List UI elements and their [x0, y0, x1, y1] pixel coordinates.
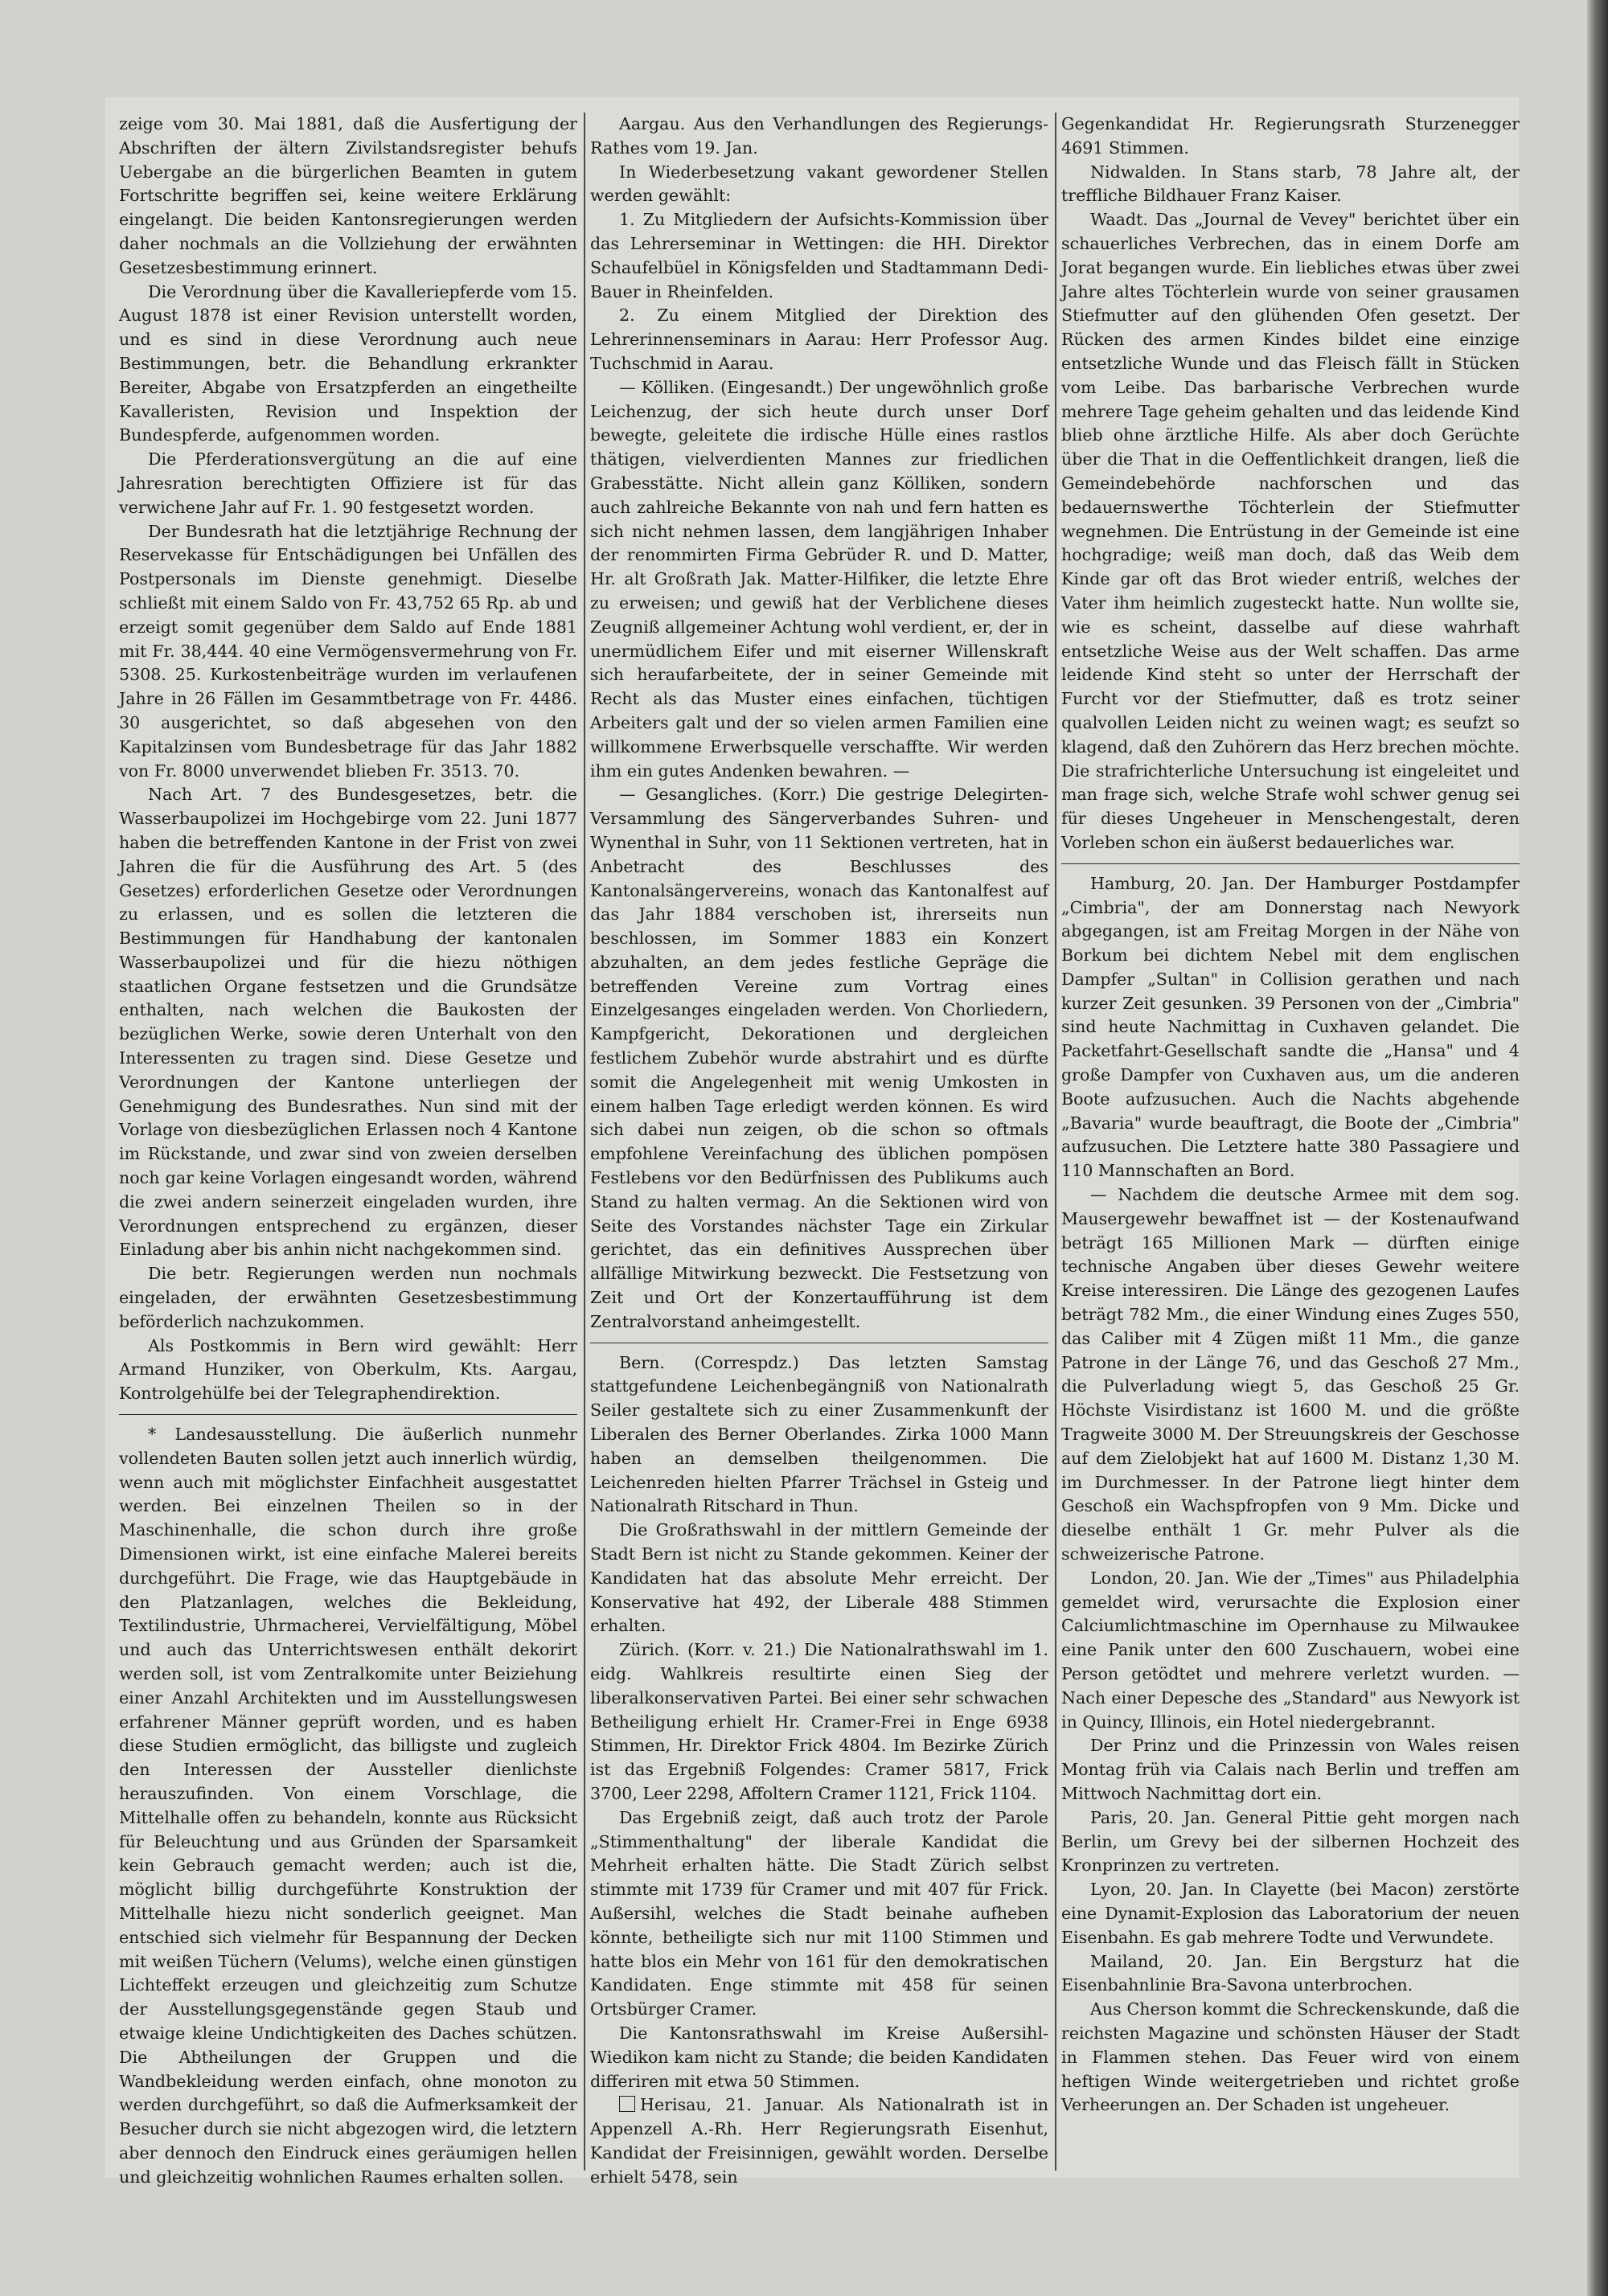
article-paragraph: London, 20. Jan. Wie der „Times" aus Philadelphia gemeldet wird, verursachte die Explosion einer Calciumlichtmaschine im Opernhause zu Milwaukee eine Panik unter den 600 Zuschauern, wobei eine Person getödtet und mehrere verletzt wurden. — Nach einer Depesche des „Standard" aus Newyork ist in Quincy, Illinois, ein Hotel niedergebrannt.	[1061, 1568, 1520, 1732]
column-rule-2	[1055, 113, 1056, 2171]
article-paragraph: Die Pferderationsvergütung an die auf eine Jahresration berechtigten Offiziere ist für das verwichene Jahr auf Fr. 1. 90 festgesetzt worden.	[119, 449, 577, 517]
article-paragraph: Die betr. Regierungen werden nun nochmals eingeladen, der erwähnten Gesetzesbestimmung beförderlich nachzukommen.	[119, 1264, 577, 1331]
article-paragraph: Als Postkommis in Bern wird gewählt: Herr Armand Hunziker, von Oberkulm, Kts. Aargau, Kontrolgehülfe bei der Telegraphendirektion.	[119, 1335, 577, 1404]
article-paragraph: Zürich. (Korr. v. 21.) Die Nationalrathswahl im 1. eidg. Wahlkreis resultirte einen Sieg der liberalkonservativen Partei. Bei einer sehr schwachen Betheiligung erhielt Hr. Cramer-Frei in Enge 6938 Stimmen, Hr. Direktor Frick 4804. Im Bezirke Zürich ist das Ergebniß Folgendes: Cramer 5817, Frick 3700, Leer 2298, Affoltern Cramer 1121, Frick 1104.	[590, 1640, 1048, 1803]
article-paragraph: Die Verordnung über die Kavalleriepferde vom 15. August 1878 ist einer Revision unterstellt worden, und es sind in diese Verordnung auch neue Bestimmungen, betr. die Behandlung erkrankter Bereiter, Abgabe von Ersatzpferden an eingetheilte Kavalleristen, Revision und Inspektion der Bundespferde, aufgenommen worden.	[119, 281, 577, 445]
article-paragraph: 2. Zu einem Mitglied der Direktion des Lehrerinnenseminars in Aarau: Herr Professor Aug. Tuchschmid in Aarau.	[590, 305, 1048, 373]
column-3	[1061, 113, 1520, 2118]
article-text: Herisau, 21. Januar. Als Nationalrath ist in Appenzell A.-Rh. Herr Regierungsrath Eisenhut, Kandidat der Freisinnigen, gewählt worden. Derselbe erhielt 5478, sein	[590, 2095, 1048, 2187]
article-paragraph: — Nachdem die deutsche Armee mit dem sog. Mausergewehr bewaffnet ist — der Kostenaufwand beträgt 165 Millionen Mark — dürften einige technische Angaben über dieses Gewehr weitere Kreise interessiren. Die Länge des gezogenen Laufes beträgt 782 Mm., die einer Windung eines Zuges 550, das Caliber mit 4 Zügen mißt 11 Mm., die ganze Patrone in der Länge 76, und das Geschoß 27 Mm., die Pulverladung wiegt 5, das Geschoß 25 Gr. Höchste Visirdistanz ist 1600 M. und die größte Tragweite 3000 M. Der Streuungskreis der Geschosse auf dem Zielobjekt hat auf 1600 M. Distanz 1,30 M. im Durchmesser. In der Patrone liegt hinter dem Geschoß ein Wachspfropfen von 9 Mm. Dicke und dieselbe enthält 1 Gr. mehr Pulver als die schweizerische Patrone.	[1061, 1185, 1520, 1564]
article-paragraph: Mailand, 20. Jan. Ein Bergsturz hat die Eisenbahnlinie Bra-Savona unterbrochen.	[1061, 1951, 1520, 1995]
column-1	[119, 113, 577, 2190]
column-rule-1	[584, 113, 585, 2171]
column-2	[590, 113, 1048, 2190]
article-paragraph: In Wiederbesetzung vakant gewordener Stellen werden gewählt:	[590, 162, 1048, 206]
article-paragraph: — Gesangliches. (Korr.) Die gestrige Delegirten-Versammlung des Sängerverbandes Suhren- und Wynenthal in Suhr, von 11 Sektionen vertreten, hat in Anbetracht des Beschlusses des Kantonalsängervereins, wonach das Kantonalfest auf das Jahr 1884 verschoben ist, ihrerseits nun beschlossen, im Sommer 1883 ein Konzert abzuhalten, an dem jedes festliche Gepräge die betreffenden Vereine zum Vortrag eines Einzelgesanges eingeladen werden. Von Chorliedern, Kampfgericht, Dekorationen und dergleichen festlichem Zubehör wurde abstrahirt und es dürfte somit die Angelegenheit mit wenig Umkosten in einem halben Tage erledigt werden können. Es wird sich dabei nun zeigen, ob die schon so oftmals empfohlene Vereinfachung des üblichen pompösen Festlebens vor den Bedürfnissen des Publikums auch Stand zu halten vermag. An die Sektionen wird von Seite des Vorstandes nächster Tage ein Zirkular gerichtet, das ein definitives Aussprechen über allfällige Mitwirkung bezweckt. Die Festsetzung von Zeit und Ort der Konzertaufführung ist dem Zentralvorstand anheimgestellt.	[590, 785, 1048, 1331]
article-paragraph: zeige vom 30. Mai 1881, daß die Ausfertigung der Abschriften der ältern Zivilstandsregister behufs Uebergabe an die bürgerlichen Beamten in gutem Fortschritte begriffen sei, keine weitere Erklärung eingelangt. Die beiden Kantonsregierungen werden daher nochmals an die Vollziehung der erwähnten Gesetzesbestimmung erinnert.	[119, 114, 577, 277]
article-paragraph: Die Kantonsrathswahl im Kreise Außersihl-Wiedikon kam nicht zu Stande; die beiden Kandidaten differiren mit etwa 50 Stimmen.	[590, 2023, 1048, 2091]
article-paragraph: Hamburg, 20. Jan. Der Hamburger Postdampfer „Cimbria", der am Donnerstag nach Newyork abgegangen, ist am Freitag Morgen in der Nähe von Borkum bei dichtem Nebel mit dem englischen Dampfer „Sultan" in Collision gerathen und nach kurzer Zeit gesunken. 39 Personen von der „Cimbria" sind heute Nachmittag in Cuxhaven gelandet. Die Packetfahrt-Gesellschaft sandte die „Hansa" und 4 große Dampfer von Cuxhaven aus, um die anderen Boote aufzusuchen. Auch die Nachts abgehende „Bavaria" wurde beauftragt, die Boote der „Cimbria" aufzusuchen. Die Letztere hatte 380 Passagiere und 110 Mannschaften an Bord.	[1061, 873, 1520, 1181]
section-divider	[119, 1414, 577, 1415]
article-paragraph: Nach Art. 7 des Bundesgesetzes, betr. die Wasserbaupolizei im Hochgebirge vom 22. Juni 1877 haben die betreffenden Kantone in der Frist von zwei Jahren die für die Ausführung des Art. 5 (des Gesetzes) erforderlichen Gesetze oder Verordnungen zu erlassen, und es sollen die letzteren die Bestimmungen für Handhabung der kantonalen Wasserbaupolizei und für die hiezu nöthigen staatlichen Organe festsetzen und die Grundsätze enthalten, nach welchen die Baukosten der bezüglichen Werke, sowie deren Unterhalt von den Interessenten zu tragen sind. Diese Gesetze und Verordnungen der Kantone unterliegen der Genehmigung des Bundesrathes. Nun sind mit der Vorlage von diesbezüglichen Erlassen noch 4 Kantone im Rückstande, und zwar sind von zweien derselben noch gar keine Vorlagen eingesandt worden, während die zwei andern seinerzeit eingeladen wurden, ihre Verordnungen entsprechend zu ergänzen, dieser Einladung aber bis anhin nicht nachgekommen sind.	[119, 785, 577, 1260]
article-paragraph: Lyon, 20. Jan. In Clayette (bei Macon) zerstörte eine Dynamit-Explosion das Laboratorium der neuen Eisenbahn. Es gab mehrere Todte und Verwundete.	[1061, 1880, 1520, 1947]
article-paragraph: Bern. (Correspdz.) Das letzten Samstag stattgefundene Leichenbegängniß von Nationalrath Seiler gestaltete sich zu einer Zusammenkunft der Liberalen des Berner Oberlandes. Zirka 1000 Mann haben an demselben theilgenommen. Die Leichenreden hielten Pfarrer Trächsel in Gsteig und Nationalrath Ritschard in Thun.	[590, 1352, 1048, 1516]
page-edge-shadow	[1587, 0, 1608, 2296]
article-paragraph: Waadt. Das „Journal de Vevey" berichtet über ein schauerliches Verbrechen, das in einem Dorfe am Jorat begangen wurde. Ein liebliches etwas über zwei Jahre altes Töchterlein wurde von seiner grausamen Stiefmutter auf den glühenden Ofen gesetzt. Der Rücken des armen Kindes bildet eine einzige entsetzliche Wunde und das Fleisch fällt in Stücken vom Leibe. Das barbarische Verbrechen wurde mehrere Tage geheim gehalten und das leidende Kind blieb ohne ärztliche Hilfe. Als aber doch Gerüchte über die That in die Oeffentlichkeit drangen, ließ die Gemeindebehörde nachforschen und das bedauernswerthe Töchterlein der Stiefmutter wegnehmen. Die Entrüstung in der Gemeinde ist eine hochgradige; weiß man doch, daß das Weib dem Kinde gar oft das Brot wieder entriß, welches der Vater ihm heimlich zugesteckt hatte. Nun wollte sie, wie es scheint, dasselbe auf diese wahrhaft entsetzliche Weise aus der Welt schaffen. Das arme leidende Kind steht so unter der Herrschaft der Furcht vor der Stiefmutter, daß es trotz seiner qualvollen Leiden nicht zu weinen wagt; es seufzt so klagend, daß den Zuhörern das Herz brechen möchte. Die strafrichterliche Untersuchung ist eingeleitet und man frage sich, welche Strafe wohl schwer genug sei für dieses Ungeheuer in Menschengestalt, deren Vorleben schon ein äußerst bedauerliches war.	[1061, 210, 1520, 852]
article-paragraph: Der Bundesrath hat die letztjährige Rechnung der Reservekasse für Entschädigungen bei Unfällen des Postpersonals im Dienste genehmigt. Dieselbe schließt mit einem Saldo von Fr. 43,752 65 Rp. ab und erzeigt somit gegenüber dem Saldo auf Ende 1881 mit Fr. 38,444. 40 eine Vermögensvermehrung von Fr. 5308. 25. Kurkostenbeiträge wurden im verlaufenen Jahre in 26 Fällen im Gesammtbetrage von Fr. 4486. 30 ausgerichtet, so daß abgesehen von den Kapitalzinsen vom Bundesbetrage für das Jahr 1882 von Fr. 8000 unverwendet blieben Fr. 3513. 70.	[119, 521, 577, 781]
article-paragraph: — Kölliken. (Eingesandt.) Der ungewöhnlich große Leichenzug, der sich heute durch unser Dorf bewegte, geleitete die irdische Hülle eines rastlos thätigen, vielverdienten Mannes zur friedlichen Grabesstätte. Nicht allein ganz Kölliken, sondern auch zahlreiche Bekannte von nah und fern hatten es sich nicht nehmen lassen, dem langjährigen Inhaber der renommirten Firma Gebrüder R. und D. Matter, Hr. alt Großrath Jak. Matter-Hilfiker, die letzte Ehre zu erweisen; und gewiß hat der Verblichene dieses Zeugniß allgemeiner Achtung wohl verdient, er, der in unermüdlichem Eifer und mit eiserner Willenskraft sich heraufarbeitete, der in seiner Gemeinde mit Recht als das Muster eines einfachen, tüchtigen Arbeiters galt und der so vielen armen Familien eine willkommene Erwerbsquelle verschaffte. Wir werden ihm ein gutes Andenken bewahren. —	[590, 377, 1048, 781]
article-paragraph: * Landesausstellung. Die äußerlich nunmehr vollendeten Bauten sollen jetzt auch innerlich würdig, wenn auch mit möglichster Einfachheit ausgestattet werden. Bei einzelnen Theilen so in der Maschinenhalle, die schon durch ihre große Dimensionen wirkt, ist eine einfache Malerei bereits durchgeführt. Die Frage, wie das Hauptgebäude in den Platzanlagen, welches die Bekleidung, Textilindustrie, Uhrmacherei, Vervielfältigung, Möbel und auch das Unterrichtswesen enthält dekorirt werden soll, ist vom Zentralkomite unter Beiziehung einer Anzahl Architekten und im Ausstellungswesen erfahrener Männer geprüft worden, und es haben diese Studien ermöglicht, das billigste und zugleich den Interessen der Aussteller dienlichste herauszufinden. Von einem Vorschlage, die Mittelhalle offen zu behandeln, konnte aus Rücksicht für Beleuchtung und aus Gründen der Sparsamkeit kein Gebrauch gemacht werden; auch ist die, möglicht billig durchgeführte Konstruktion der Mittelhalle hiezu nicht sonderlich geeignet. Man entschied sich vielmehr für Bespannung der Decken mit weißen Tüchern (Velums), welche einen günstigen Lichteffekt erzeugen und gleichzeitig zum Schutze der Ausstellungsgegenstände gegen Staub und etwaige kleine Undichtigkeiten des Daches schützen. Die Abtheilungen der Gruppen und die Wandbekleidung werden einfach, ohne monoton zu werden durchgeführt, so daß die Aufmerksamkeit der Besucher durch sie nicht abgezogen wird, die letztern aber dennoch den Eindruck eines geräumigen hellen und gleichzeitig wohnlichen Raumes erhalten sollen.	[119, 1425, 577, 2187]
article-paragraph: Die Großrathswahl in der mittlern Gemeinde der Stadt Bern ist nicht zu Stande gekommen. Keiner der Kandidaten hat das absolute Mehr erreicht. Der Konservative hat 492, der Liberale 488 Stimmen erhalten.	[590, 1520, 1048, 1636]
article-paragraph: Aargau. Aus den Verhandlungen des Regierungs-Rathes vom 19. Jan.	[590, 114, 1048, 158]
article-paragraph: Nidwalden. In Stans starb, 78 Jahre alt, der treffliche Bildhauer Franz Kaiser.	[1061, 162, 1520, 206]
article-paragraph: 1. Zu Mitgliedern der Aufsichts-Kommission über das Lehrerseminar in Wettingen: die HH. Direktor Schaufelbüel in Königsfelden und Stadtammann Dedi-Bauer in Rheinfelden.	[590, 210, 1048, 301]
square-marker-icon	[619, 2096, 635, 2112]
article-paragraph: Der Prinz und die Prinzessin von Wales reisen Montag früh via Calais nach Berlin und treffen am Mittwoch Nachmittag dort ein.	[1061, 1736, 1520, 1803]
article-paragraph: Gegenkandidat Hr. Regierungsrath Sturzenegger 4691 Stimmen.	[1061, 114, 1520, 158]
article-paragraph: Paris, 20. Jan. General Pittie geht morgen nach Berlin, um Grevy bei der silbernen Hochzeit des Kronprinzen zu vertreten.	[1061, 1807, 1520, 1876]
article-paragraph: Aus Cherson kommt die Schreckenskunde, daß die reichsten Magazine und schönsten Häuser der Stadt in Flammen stehen. Das Feuer wird von einem heftigen Winde weitergetrieben und richtet große Verheerungen an. Der Schaden ist ungeheuer.	[1061, 1999, 1520, 2115]
article-paragraph-herisau	[590, 2093, 1048, 2189]
article-paragraph: Das Ergebniß zeigt, daß auch trotz der Parole „Stimmenthaltung" der liberale Kandidat die Mehrheit erhalten hätte. Die Stadt Zürich selbst stimmte mit 1739 für Cramer und mit 407 für Frick. Außersihl, welches die Stadt beinahe aufheben könnte, betheiligte sich nur mit 1100 Stimmen und hatte blos ein Mehr von 161 für den demokratischen Kandidaten. Enge stimmte mit 458 für seinen Ortsbürger Cramer.	[590, 1807, 1048, 2019]
section-divider	[1061, 863, 1520, 864]
